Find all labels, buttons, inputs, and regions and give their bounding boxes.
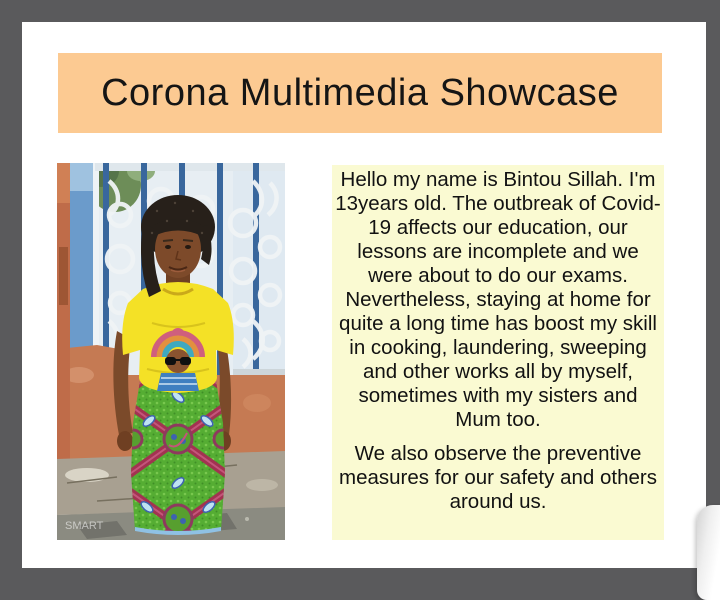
title-banner	[58, 53, 662, 133]
edge-peek-button[interactable]	[697, 505, 720, 600]
story-paragraph-2: We also observe the preventive measures for our safety and others around us.	[339, 442, 657, 513]
girl-photo-illustration	[57, 163, 285, 540]
story-paragraph-1: Hello my name is Bintou Sillah. I'm 13years old. The outbreak of Covid-19 affects our education, our lessons are incomplete and we were about to do our exams. Nevertheless, staying at home for quite a long time has boost my skill in cooking, laundering, sweeping and other works all by myself, sometimes with my sisters and Mum too.	[335, 168, 661, 431]
slide-title: Corona Multimedia Showcase	[101, 71, 619, 114]
photo-watermark: SMART	[65, 520, 104, 532]
slide	[22, 22, 706, 568]
story-box	[332, 165, 664, 540]
girl-photo	[57, 163, 285, 540]
